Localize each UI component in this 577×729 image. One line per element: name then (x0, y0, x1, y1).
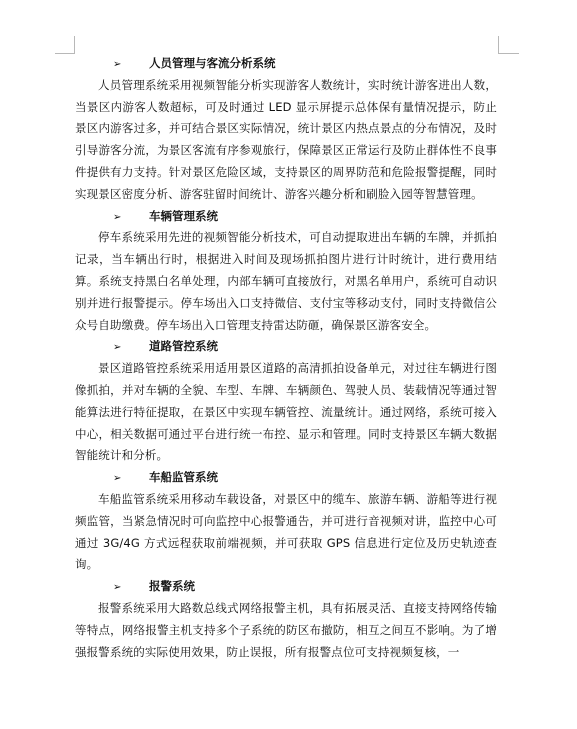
section-title: 车辆管理系统 (149, 208, 218, 223)
section-heading-road-control (75, 336, 497, 358)
section-heading-vehicle-management (75, 206, 497, 228)
section-heading-people-management (75, 53, 497, 75)
section-paragraph-people-management: 人员管理系统采用视频智能分析实现游客人数统计，实时统计游客进出人数，当景区内游客人数超标，可及时通过 LED 显示屏提示总体保有量情况提示，防止景区内游客过多，并可结合景区实际情况，统计景区内热点景点的分布情况，及时引导游客分流，为景区客流有序参观旅行，保障景区正常运行及防止群体性不良事件提供有力支持。针对景区危险区域，支持景区的周界防范和危险报警提醒，同时实现景区密度分析、游客驻留时间统计、游客兴趣分析和刷脸入园等智慧管理。 (75, 77, 497, 201)
section-paragraph-road-control: 景区道路管控系统采用适用景区道路的高清抓拍设备单元，对过往车辆进行图像抓拍，并对车辆的全貌、车型、车牌、车辆颜色、驾驶人员、装载情况等通过智能算法进行特征提取，在景区中实现车辆管控、流量统计。通过网络，系统可接入中心，相关数据可通过平台进行统一布控、显示和管理。同时支持景区车辆大数据智能统计和分析。 (75, 361, 497, 463)
page-corner-mark-right (498, 36, 519, 54)
arrow-bullet-icon: ➢ (113, 473, 122, 485)
section-title: 人员管理与客流分析系统 (149, 56, 276, 70)
page-corner-mark-left (55, 36, 75, 54)
section-title: 报警系统 (149, 579, 195, 594)
arrow-bullet-icon: ➢ (113, 59, 122, 70)
section-title: 道路管控系统 (149, 339, 218, 354)
arrow-bullet-icon: ➢ (113, 582, 122, 594)
section-title: 车船监管系统 (149, 470, 218, 485)
arrow-bullet-icon: ➢ (113, 342, 122, 354)
section-heading-alarm-system (75, 576, 497, 598)
document-body (75, 53, 497, 663)
section-heading-vehicle-boat-supervision (75, 467, 497, 489)
section-paragraph-vehicle-boat-supervision: 车船监管系统采用移动车载设备，对景区中的缆车、旅游车辆、游船等进行视频监管，当紧急情况时可向监控中心报警通告，并可进行音视频对讲，监控中心可通过 3G/4G 方式远程获取前端视频，并可获取 GPS 信息进行定位及历史轨迹查询。 (75, 491, 497, 572)
arrow-bullet-icon: ➢ (113, 211, 122, 223)
section-paragraph-vehicle-management: 停车系统采用先进的视频智能分析技术，可自动提取进出车辆的车牌，并抓拍记录，当车辆出行时，根据进入时间及现场抓拍图片进行计时统计，进行费用结算。系统支持黑白名单处理，内部车辆可直接放行，对黑名单用户，系统可自动识别并进行报警提示。停车场出入口支持微信、支付宝等移动支付，同时支持微信公众号自助缴费。停车场出入口管理支持雷达防砸，确保景区游客安全。 (75, 230, 497, 332)
section-paragraph-alarm-system: 报警系统采用大路数总线式网络报警主机，具有拓展灵活、直接支持网络传输等特点，网络报警主机支持多个子系统的防区布撤防，相互之间互不影响。为了增强报警系统的实际使用效果，防止误报，所有报警点位可支持视频复核，一 (75, 600, 497, 659)
